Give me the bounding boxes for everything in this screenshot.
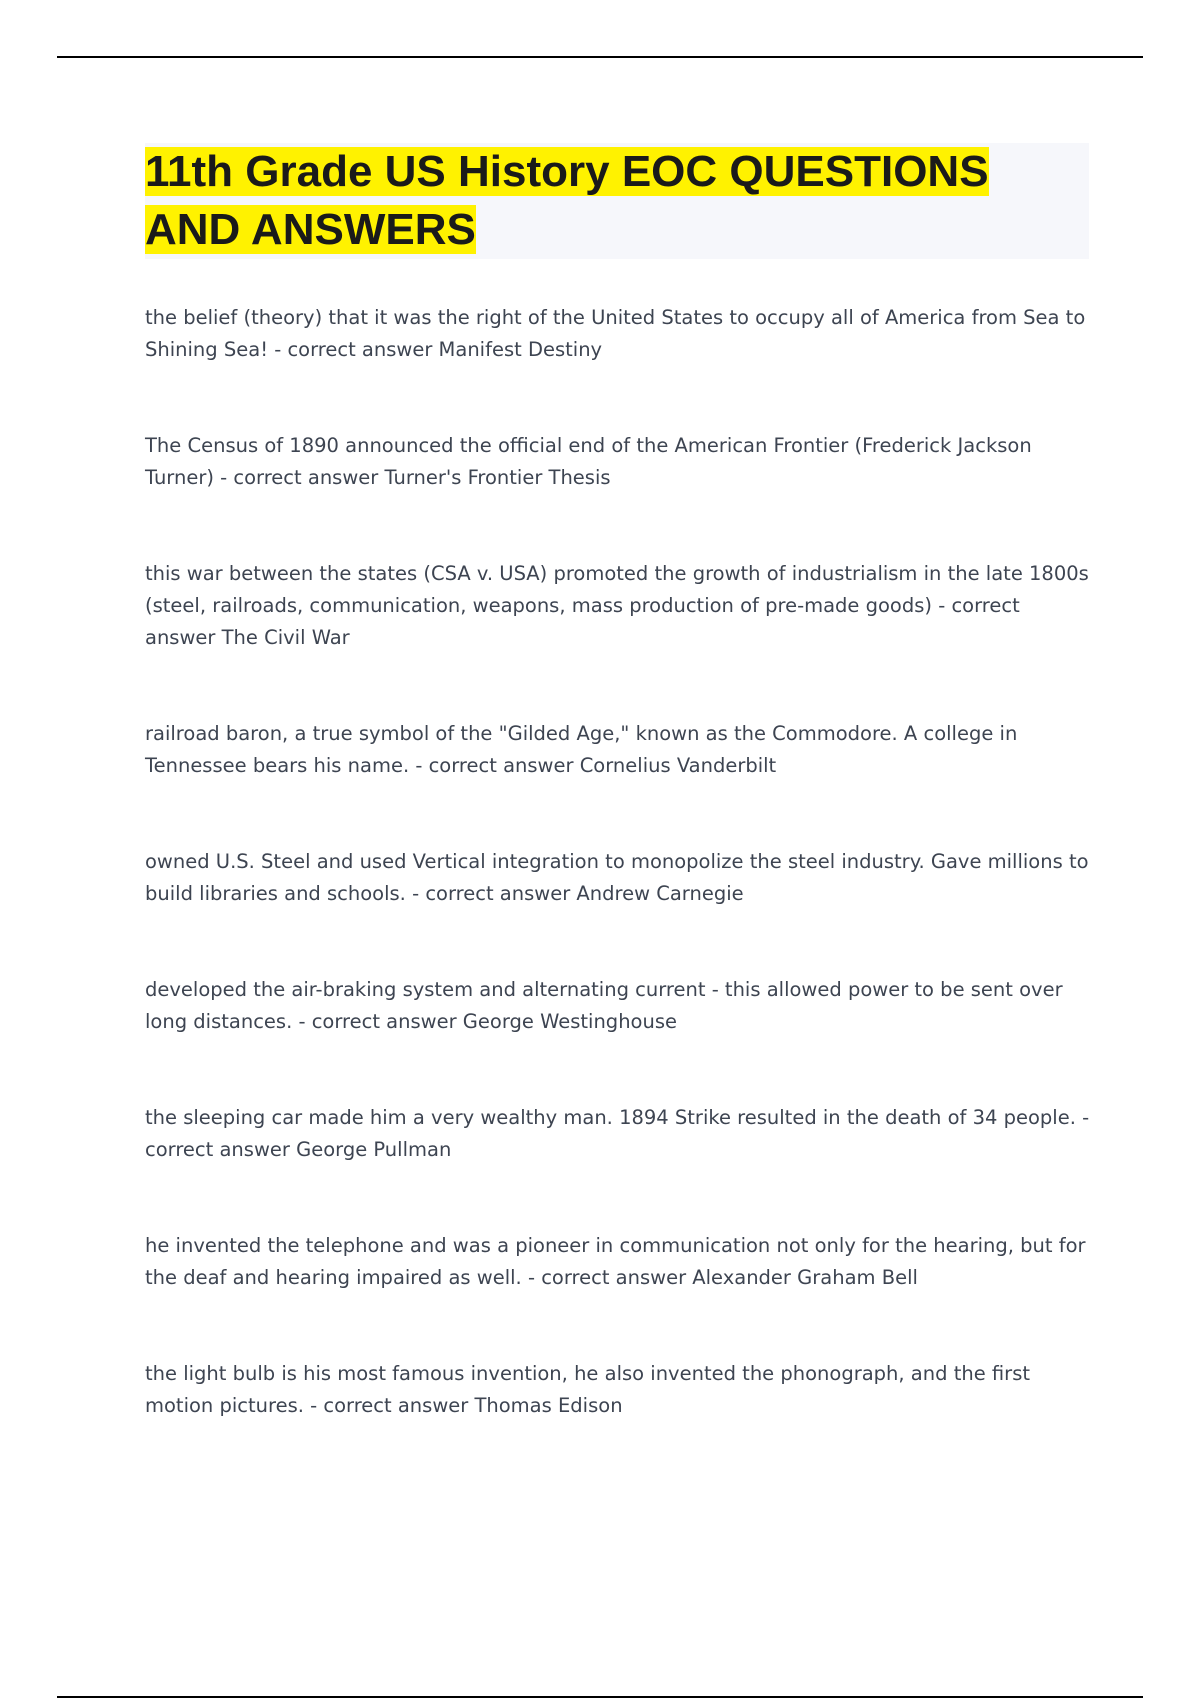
top-rule bbox=[57, 56, 1143, 58]
qa-item: he invented the telephone and was a pioneer in communication not only for the hearing, but for the deaf and hearing impaired as well. - correct answer Alexander Graham Bell bbox=[145, 1234, 1086, 1289]
qa-item: developed the air-braking system and alternating current - this allowed power to be sent over long distances. - correct answer George Westinghouse bbox=[145, 978, 1063, 1033]
title-highlight: 11th Grade US History EOC QUESTIONS AND ANSWERS bbox=[145, 147, 989, 254]
qa-item: The Census of 1890 announced the official end of the American Frontier (Frederick Jackson Turner) - correct answer Turner's Frontier Thesis bbox=[145, 434, 1032, 489]
document-title bbox=[145, 143, 1089, 259]
qa-item: the light bulb is his most famous invention, he also invented the phonograph, and the first motion pictures. - correct answer Thomas Edison bbox=[145, 1362, 1030, 1417]
qa-list bbox=[145, 302, 1090, 1486]
qa-item: owned U.S. Steel and used Vertical integration to monopolize the steel industry. Gave millions to build libraries and schools. - correct answer Andrew Carnegie bbox=[145, 850, 1089, 905]
qa-item: railroad baron, a true symbol of the "Gilded Age," known as the Commodore. A college in Tennessee bears his name. - correct answer Cornelius Vanderbilt bbox=[145, 722, 1018, 777]
qa-item: this war between the states (CSA v. USA) promoted the growth of industrialism in the late 1800s (steel, railroads, communication, weapons, mass production of pre-made goods) - correct answer The Civil War bbox=[145, 562, 1089, 649]
qa-item: the sleeping car made him a very wealthy man. 1894 Strike resulted in the death of 34 people. - correct answer George Pullman bbox=[145, 1106, 1090, 1161]
bottom-rule bbox=[57, 1696, 1143, 1698]
title-block bbox=[145, 143, 1089, 259]
qa-item: the belief (theory) that it was the right of the United States to occupy all of America from Sea to Shining Sea! - correct answer Manifest Destiny bbox=[145, 306, 1086, 361]
